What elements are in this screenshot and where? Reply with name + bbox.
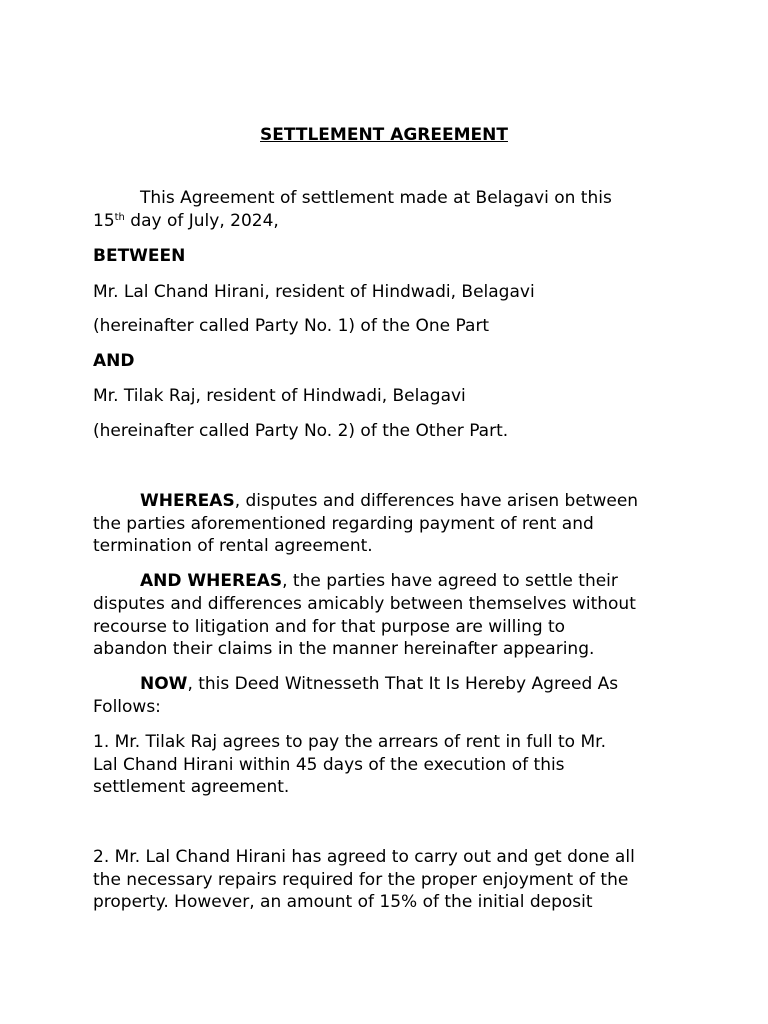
now-line-1-rest: , this Deed Witnesseth That It Is Hereby Agreed As bbox=[187, 674, 619, 694]
and-heading: AND bbox=[93, 351, 135, 371]
intro-day-suffix: th bbox=[114, 212, 125, 223]
intro-line-2-rest: day of July, 2024, bbox=[124, 211, 279, 231]
clause1-line-2: Lal Chand Hirani within 45 days of the execution of this bbox=[93, 755, 565, 775]
clause1-line-1: 1. Mr. Tilak Raj agrees to pay the arrears of rent in full to Mr. bbox=[93, 732, 606, 752]
party1-name-line: Mr. Lal Chand Hirani, resident of Hindwadi, Belagavi bbox=[93, 282, 535, 302]
party2-called-line: (hereinafter called Party No. 2) of the Other Part. bbox=[93, 421, 509, 441]
whereas1-lead: WHEREAS bbox=[140, 491, 235, 511]
whereas2-line-1 bbox=[140, 570, 618, 593]
clause2-line-3: property. However, an amount of 15% of the initial deposit bbox=[93, 892, 593, 912]
clause2-line-1: 2. Mr. Lal Chand Hirani has agreed to carry out and get done all bbox=[93, 847, 635, 867]
clause2-line-2: the necessary repairs required for the proper enjoyment of the bbox=[93, 870, 629, 890]
whereas2-line-1-rest: , the parties have agreed to settle their bbox=[282, 571, 618, 591]
intro-line-2 bbox=[93, 210, 279, 233]
now-lead: NOW bbox=[140, 674, 188, 694]
whereas1-line-1-rest: , disputes and differences have arisen between bbox=[234, 491, 639, 511]
now-line-1 bbox=[140, 673, 618, 696]
now-line-2: Follows: bbox=[93, 697, 161, 717]
intro-day-number: 15 bbox=[93, 211, 115, 231]
between-heading: BETWEEN bbox=[93, 246, 186, 266]
party2-name-line: Mr. Tilak Raj, resident of Hindwadi, Belagavi bbox=[93, 386, 466, 406]
clause1-line-3: settlement agreement. bbox=[93, 777, 290, 797]
whereas1-line-3: termination of rental agreement. bbox=[93, 536, 373, 556]
whereas2-line-4: abandon their claims in the manner hereinafter appearing. bbox=[93, 639, 595, 659]
whereas2-line-3: recourse to litigation and for that purpose are willing to bbox=[93, 617, 566, 637]
intro-line-1: This Agreement of settlement made at Belagavi on this bbox=[140, 188, 612, 208]
whereas2-lead: AND WHEREAS bbox=[140, 571, 283, 591]
whereas1-line-2: the parties aforementioned regarding payment of rent and bbox=[93, 514, 594, 534]
document-title: SETTLEMENT AGREEMENT bbox=[260, 125, 508, 145]
whereas2-line-2: disputes and differences amicably between themselves without bbox=[93, 594, 636, 614]
whereas1-line-1 bbox=[140, 490, 638, 513]
party1-called-line: (hereinafter called Party No. 1) of the One Part bbox=[93, 316, 490, 336]
